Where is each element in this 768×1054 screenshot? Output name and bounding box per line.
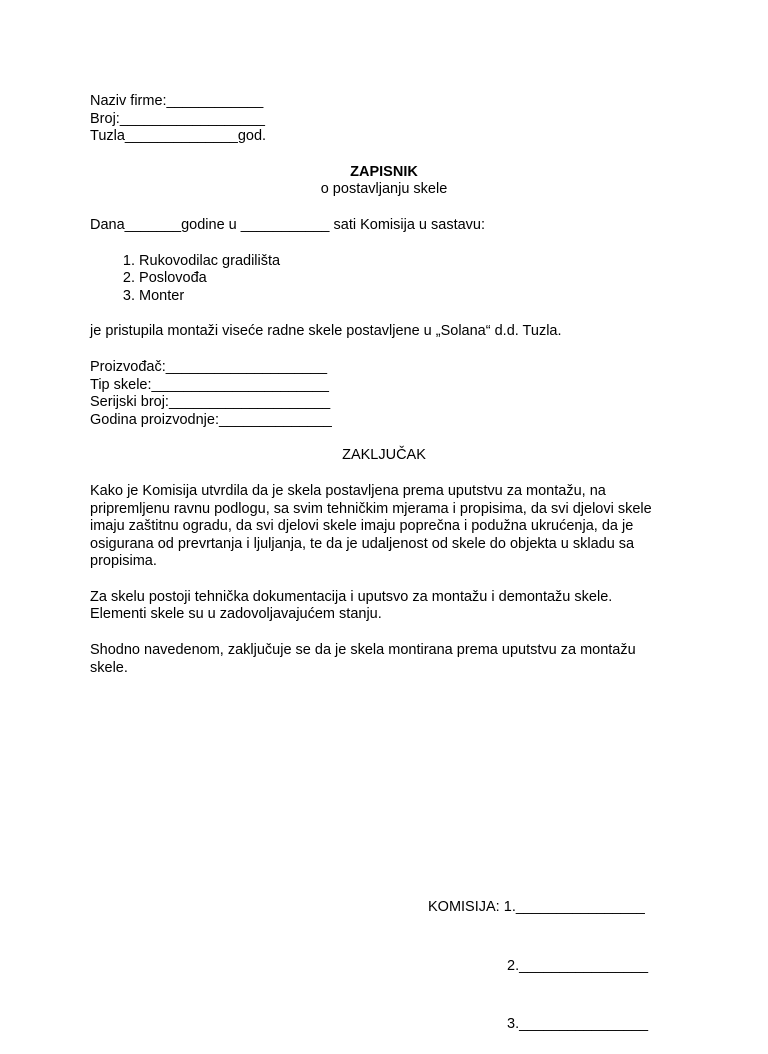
- manufacturer-field: Proizvođač:____________________: [90, 358, 328, 375]
- signature-line-2: 2.________________: [507, 957, 649, 974]
- scaffold-type-field: Tip skele:______________________: [90, 376, 329, 393]
- place-date-field: Tuzla______________god.: [90, 128, 267, 145]
- list-item: [90, 288, 690, 306]
- production-year-field: Godina proizvodnje:______________: [90, 411, 332, 428]
- company-name-field: Naziv firme:____________: [90, 93, 264, 109]
- serial-number-field: Serijski broj:____________________: [90, 394, 331, 411]
- document-title: ZAPISNIK: [350, 163, 418, 180]
- document-number-field: Broj:__________________: [90, 110, 265, 127]
- list-item-label: Poslovođa: [139, 270, 207, 287]
- commission-signatures: [428, 859, 648, 1054]
- conclusion-paragraph-2: [90, 589, 650, 624]
- paragraph-line: osigurana od prevrtanja i ljuljanja, te da je udaljenost od skele do objekta u skladu sa: [90, 535, 635, 552]
- list-item-number: 3.: [122, 287, 135, 304]
- statement-line: je pristupila montaži viseće radne skele postavljene u „Solana“ d.d. Tuzla.: [90, 323, 562, 340]
- conclusion-paragraph-1: [90, 483, 650, 571]
- conclusion-paragraph-3: [90, 642, 650, 677]
- signature-line-1: 1.________________: [503, 899, 645, 915]
- paragraph-line: propisima.: [90, 553, 157, 570]
- signature-row: [428, 1015, 648, 1035]
- paragraph-line: Kako je Komisija utvrdila da je skela postavljena prema uputstvu za montažu, na: [90, 482, 606, 499]
- paragraph-line: Elementi skele su u zadovoljavajućem stanju.: [90, 606, 382, 623]
- paragraph-line: Za skelu postoji tehnička dokumentacija i uputsvo za montažu i demontažu skele.: [90, 588, 613, 605]
- list-item-number: 1.: [122, 252, 135, 269]
- signature-row: [428, 957, 648, 977]
- list-item-label: Rukovodilac gradilišta: [139, 252, 281, 269]
- commission-members-list: [90, 253, 690, 306]
- list-item: [90, 270, 690, 288]
- commission-label: KOMISIJA:: [428, 899, 504, 915]
- list-item-number: 2.: [122, 270, 135, 287]
- document-body: [90, 93, 690, 677]
- list-item: [90, 253, 690, 271]
- list-item-label: Monter: [139, 287, 185, 304]
- paragraph-line: pripremljenu ravnu podlogu, sa svim tehničkim mjerama i propisima, da svi djelovi skele: [90, 500, 652, 517]
- paragraph-line: imaju zaštitnu ogradu, da svi djelovi skele imaju poprečna i podužna ukrućenja, da je: [90, 518, 634, 535]
- intro-line: Dana_______godine u ___________ sati Komisija u sastavu:: [90, 216, 486, 233]
- signature-row: [428, 898, 648, 918]
- paragraph-line: skele.: [90, 659, 128, 676]
- document-subtitle: o postavljanju skele: [320, 181, 448, 198]
- conclusion-heading: ZAKLJUČAK: [342, 447, 426, 464]
- signature-line-3: 3.________________: [507, 1016, 649, 1032]
- paragraph-line: Shodno navedenom, zaključuje se da je skela montirana prema uputstvu za montažu: [90, 642, 636, 659]
